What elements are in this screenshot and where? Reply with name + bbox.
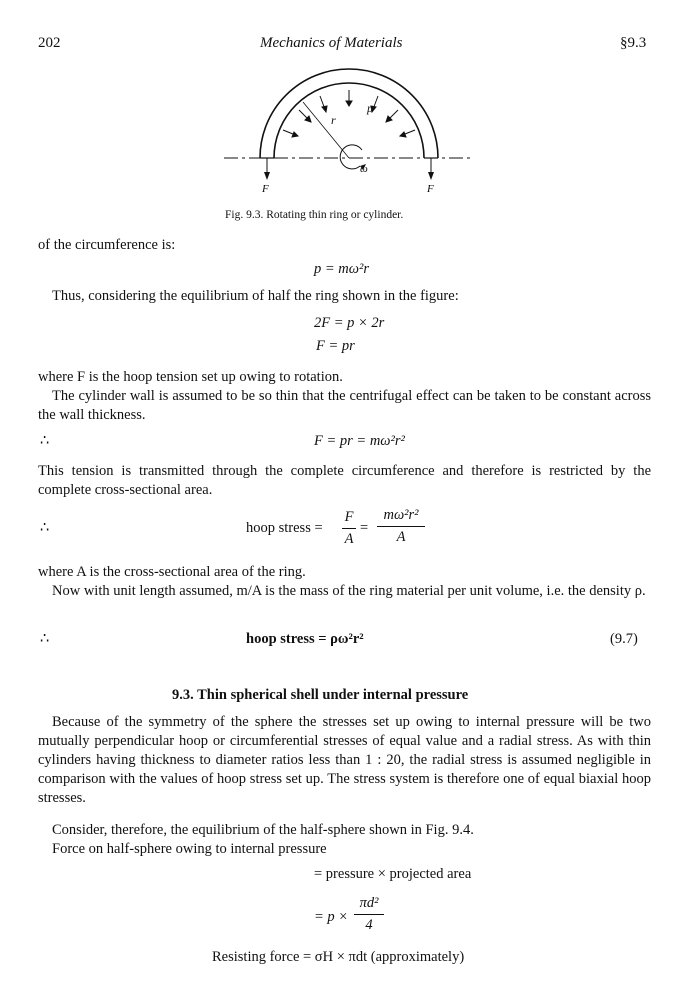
paragraph-wall: The cylinder wall is assumed to be so thin that the centrifugal effect can be taken to be constant across the wall thickness. [38,388,651,423]
equation-p-times: = p × [314,909,349,925]
text-circumference: of the circumference is: [38,237,176,253]
fraction-mw2r2-over-a [377,506,425,547]
fraction-numerator: πd² [359,895,379,911]
therefore-symbol-3: ∴ [40,631,50,647]
therefore-symbol-1: ∴ [40,433,50,449]
pressure-arrows [283,90,415,137]
text-where-a: where A is the cross-sectional area of the ring. [38,564,306,580]
running-title: Mechanics of Materials [260,35,403,51]
section-heading: 9.3. Thin spherical shell under internal pressure [172,687,469,703]
paragraph-symmetry: Because of the symmetry of the sphere the stresses set up owing to internal pressure will be two mutually perpendicular hoop or circumferential stresses of equal value and a radial stress. As with thin cylinders having thickness to diameter ratios less than 1 : 20, the radial stress is assumed negligible in comparison with the values of hoop stress set up. The stress system is therefore one of equal biaxial hoop stresses. [38,714,651,806]
fraction-numerator: mω²r² [383,507,419,523]
rotation-arrow [340,145,362,169]
equation-p: p = mω²r [314,261,369,277]
paragraph-unit-length: Now with unit length assumed, m/A is the mass of the ring material per unit volume, i.e. the density ρ. [52,583,646,599]
page-number: 202 [38,35,61,51]
equals-sign: = [360,520,369,536]
figure-caption: Fig. 9.3. Rotating thin ring or cylinder. [225,209,404,221]
section-marker: §9.3 [620,35,647,51]
fraction-denominator: A [344,531,354,547]
fraction-denominator: A [396,529,406,545]
equation-f-full: F = pr = mω²r² [314,433,405,449]
text-where-f: where F is the hoop tension set up owing to rotation. [38,369,343,385]
text-thus: Thus, considering the equilibrium of half the ring shown in the figure: [52,288,459,304]
figure-label-r: r [331,113,336,127]
fraction-f-over-a [342,508,356,549]
equation-f: F = pr [316,338,355,354]
fraction-pid2-over-4 [354,894,384,935]
figure-label-p: p [367,101,373,115]
equation-pressure-area: = pressure × projected area [314,866,472,882]
fraction-numerator: F [344,509,354,525]
text-force: Force on half-sphere owing to internal pressure [52,841,327,857]
figure-label-f-right: F [427,183,434,195]
figure-label-f-left: F [262,183,269,195]
figure-label-omega: ω [360,163,368,175]
equation-2f: 2F = p × 2r [314,315,385,331]
equation-hoop-stress: hoop stress = ρω²r² [246,631,364,647]
hoop-stress-label: hoop stress = [246,520,323,536]
rotating-ring-figure [220,66,480,186]
equation-resisting-force: Resisting force = σH × πdt (approximately) [212,949,465,965]
paragraph-tension: This tension is transmitted through the complete circumference and therefore is restricted by the complete cross-sectional area. [38,463,651,498]
text-consider: Consider, therefore, the equilibrium of the half-sphere shown in Fig. 9.4. [52,822,474,838]
therefore-symbol-2: ∴ [40,520,50,536]
fraction-denominator: 4 [365,917,373,933]
equation-number: (9.7) [610,631,638,647]
